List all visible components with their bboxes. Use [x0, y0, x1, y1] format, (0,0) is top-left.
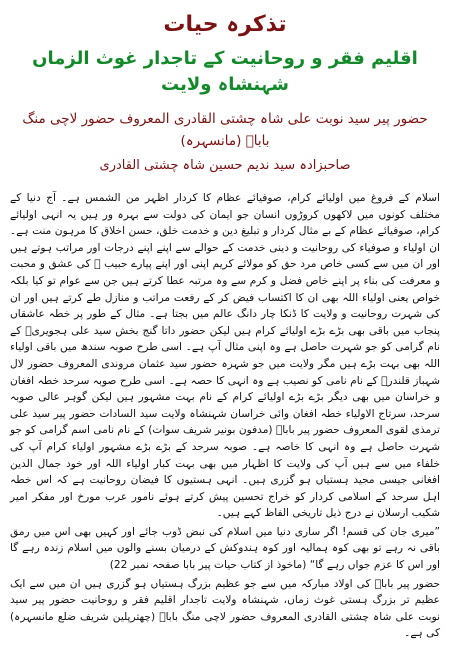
- body-paragraph-1: اسلام کے فروغ میں اولیائے کرام، صوفیائے عظام کا کردار اظہر من الشمس ہے۔ آج دنیا کے مختلف کونوں میں لاکھوں کروڑوں انسان جو ایمان کی دولت سے بہرہ ور ہیں یہ انہی اولیائے کرام، صوفیائے عظام کے بے مثال کردار و تبلیغ دین و خدمت خلق، حسن اخلاق کا مرہون منت ہے۔ ان اولیاء و صوفیاء کی روحانیت و دینی خدمت کے حوالے سے اپنے اپنے درجات اور مراتب ہوتے ہیں اور ان میں سے کسی خاص مرد حق کو مولائے کریم اپنی اور اپنے پیارے حبیب ﷺ کی عشق و محبت و معرفت کی بناء پر اپنے خاص فضل و کرم سے وہ مرتبہ عطا کرتے ہیں جن سے عوام تو کیا بلکہ خواص یعنی اولیاء اللہ بھی ان کا اکتساب فیض کر کے رفعت مراتب و منازل طے کرتے ہیں اور ان کی شہرت روحانیت و ولایت کا ڈنکا چار دانگ عالم میں بجتا ہے۔ مثال کے طور پر خطہ عاشقاں پنجاب میں باقی بھی بڑے بڑے اولیائے کرام ہیں لیکن حضور داتا گنج بخش سید علی ہجویریؒ کے نام گرامی کو جو شہرت حاصل ہے وہ اپنی مثال آپ ہے۔ اسی طرح صوبہ سندھ میں باقی اولیاء اللہ بھی بہت بڑے ہیں مگر ولایت میں جو شہرہ حضور سید عثمان مروندی المعروف حضور لال شہباز قلندرؒ کے نام نامی کو نصیب ہے وہ انہی کا حصہ ہے۔ اسی طرح صوبہ سرحد خطہ افغان و خراسان میں بھی دیگر بڑے بڑے اولیائے کرام کے نام بہت مشہور ہیں لیکن گوہر عالی صوبہ سرحد، سرتاج الاولیاء خطہ افغان وائی خراسان شہنشاہ ولایت سید السادات حضور پیر سید علی ترمذی لقوی المعروف حضور پیر باباؒ (مدفون بونیر شریف سوات) کے نام نامی اسم گرامی کو جو شہرت حاصل ہے وہ انہی کا خاصہ ہے۔ صوبہ سرحد کے بڑے بڑے مشہور اولیاء کرام آپ کی خلفاء میں سے ہیں آپ کی ولایت کا اظہار میں بھی بہت کبار اولیاء اللہ اور خود جمال الدین افغانی جیسی مجید ہستیاں ہو گزری ہیں۔ انہی ہستیوں کا فیضان روحانیت ہے کہ اس خطہ اہل سرحد کے اسلامی کردار کو خراج تحسین پیش کرتے ہوئے نامور عرب مورخ اور مفکر امیر شکیب ارسلان نے درج ذیل تاریخی الفاظ کہے ہیں۔: [10, 192, 440, 520]
- page-title: تذکرہ حیات: [163, 12, 287, 37]
- body-paragraph-3: حضور پیر باباؒ کی اولاد مبارکہ میں سے جو عظیم بزرگ ہستیاں ہو گزری ہیں ان میں سے ایک عظیم تر بزرگ ہستی غوث زماں، شہنشاہ ولایت تاجدار اقلیم فقر و روحانیت حضور پیر سید نوبت علی شاہ چشتی القادری المعروف حضور لاچی منگ باباؒ (چھترپلین شریف ضلع مانسہرہ) کی ہے۔: [10, 577, 440, 640]
- byline-author: صاحبزادہ سید ندیم حسین شاہ چشتی القادری: [99, 158, 351, 173]
- body-paragraph-quote: ”میری جان کی قسم! اگر ساری دنیا میں اسلام کی نبض ڈوب جائے اور کہیں بھی اس میں رمق باقی نہ رہے تو بھی کوہ ہمالیہ اور کوہ ہندوکش کے درمیان بسنے والوں میں اسلام زندہ رہے گا اور اس کا عزم جواں رہے گا“ (ماخوذ از کتاب حیات پیر بابا صفحہ نمبر 22): [10, 525, 440, 572]
- page-subtitle: اقلیم فقر و روحانیت کے تاجدار غوث الزماں شہنشاہ ولایت: [32, 48, 418, 95]
- byline-main: حضور پیر سید نوبت علی شاہ چشتی القادری المعروف حضور لاچی منگ باباؒ (مانسہرہ): [22, 111, 428, 149]
